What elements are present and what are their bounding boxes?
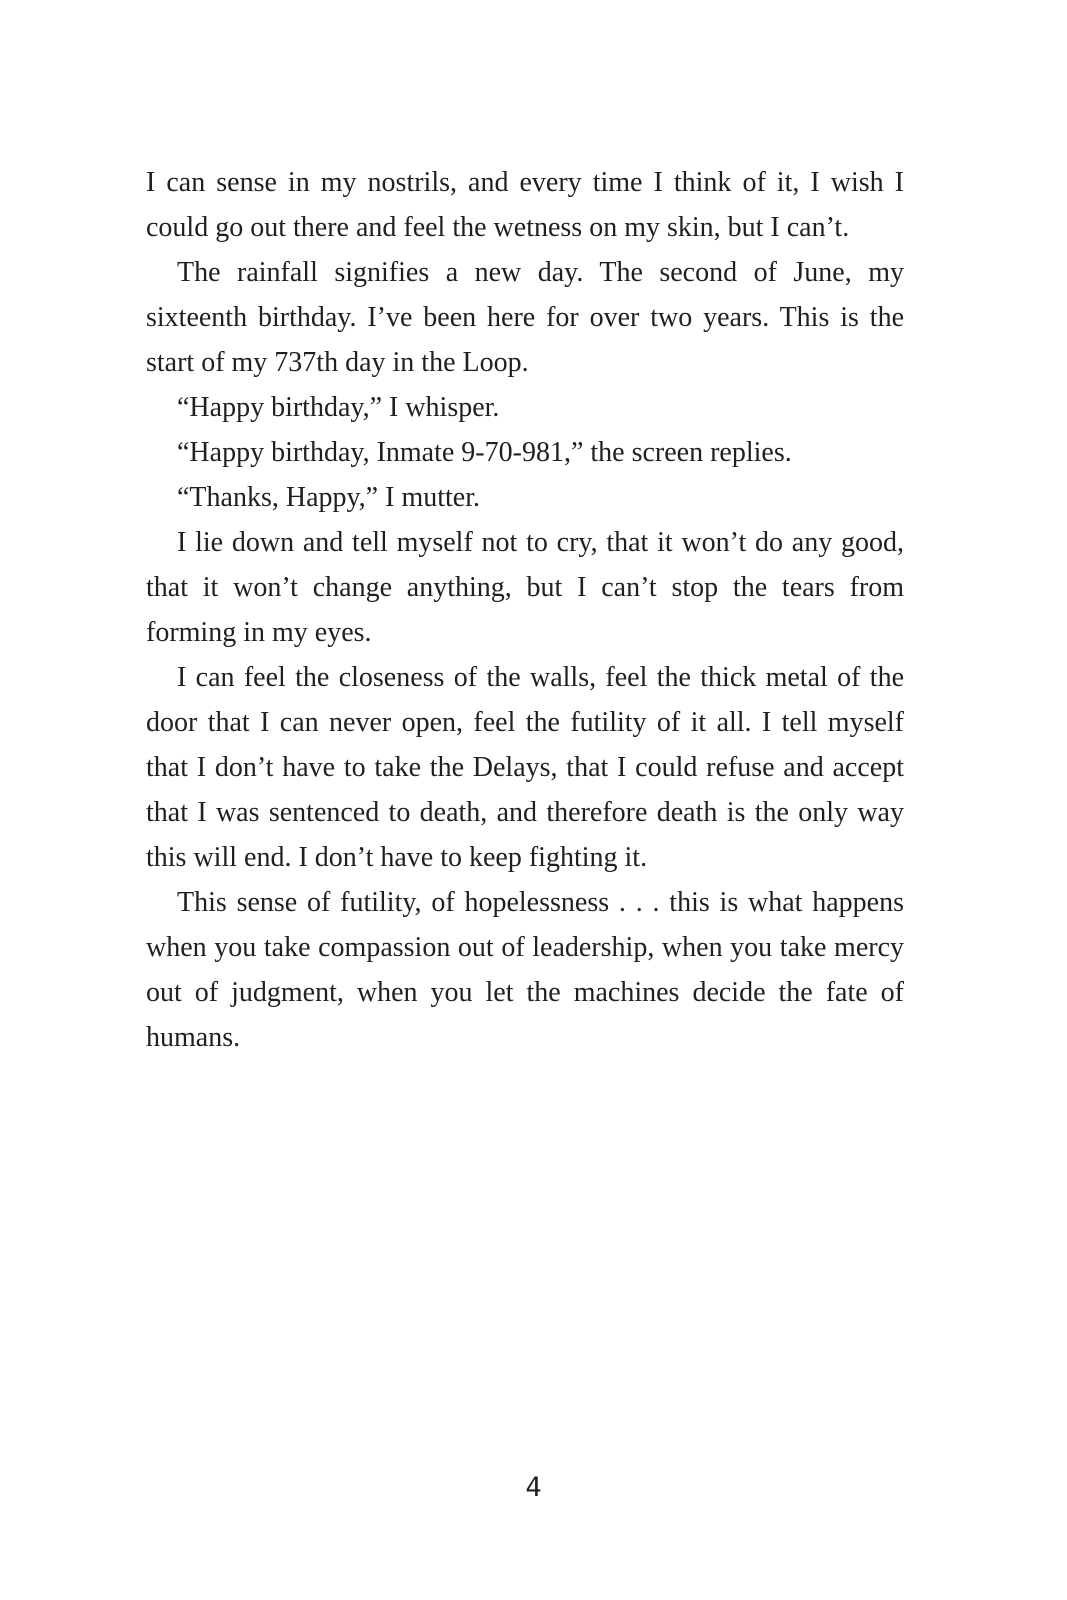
page-number: 4 <box>525 1472 542 1503</box>
paragraph-7: I can feel the closeness of the walls, feel the thick metal of the door that I can never open, feel the futility of it all. I tell myself that I don’t have to take the Delays, that I could refuse and accept that I was sentenced to death, and therefore death is the only way this will end. I don’t have to keep fighting it. <box>146 662 904 873</box>
paragraph-2: The rainfall signifies a new day. The second of June, my sixteenth birthday. I’ve been here for over two years. This is the start of my 737th day in the Loop. <box>146 257 904 378</box>
paragraph-6: I lie down and tell myself not to cry, that it won’t do any good, that it won’t change anything, but I can’t stop the tears from forming in my eyes. <box>146 527 904 648</box>
body-text <box>146 160 904 1060</box>
paragraph-4: “Happy birthday, Inmate 9-70-981,” the screen replies. <box>177 437 792 468</box>
paragraph-5: “Thanks, Happy,” I mutter. <box>177 482 480 513</box>
paragraph-1: I can sense in my nostrils, and every time I think of it, I wish I could go out there and feel the wetness on my skin, but I can’t. <box>146 167 904 243</box>
paragraph-3: “Happy birthday,” I whisper. <box>177 392 500 423</box>
paragraph-8: This sense of futility, of hopelessness . . . this is what happens when you take compassion out of leadership, when you take mercy out of judgment, when you let the machines decide the fate of humans. <box>146 887 904 1053</box>
